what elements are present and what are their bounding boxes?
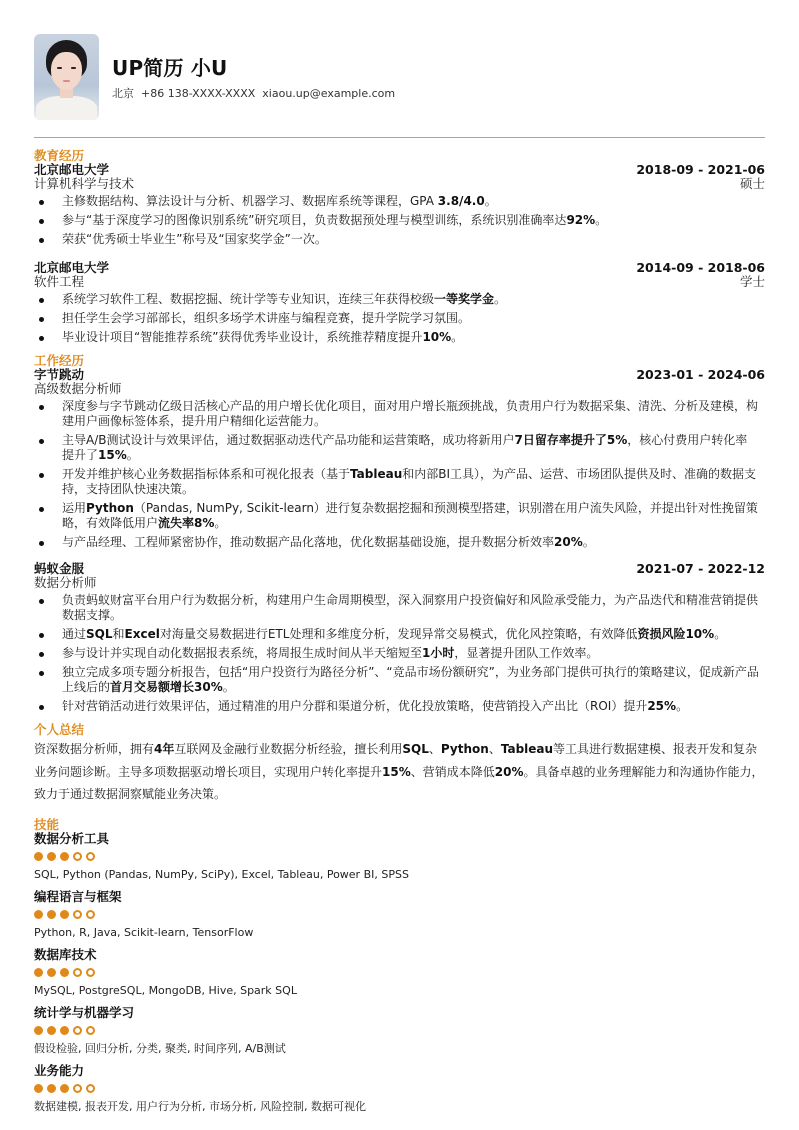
- list-item: 针对营销活动进行效果评估，通过精准的用户分群和渠道分析，优化投放策略，使营销投入产出比（ROI）提升25%。: [34, 699, 765, 714]
- skill-items: 假设检验, 回归分析, 分类, 聚类, 时间序列, A/B测试: [34, 1041, 286, 1055]
- list-item: 独立完成多项专题分析报告，包括“用户投资行为路径分析”、“竞品市场份额研究”，为业务部门提供可执行的策略建议，促成新产品上线后的首月交易额增长30%。: [34, 665, 765, 695]
- skill-level-dots: [34, 1026, 765, 1035]
- skill-category: 编程语言与框架: [34, 888, 122, 904]
- section-title-education: 教育经历: [34, 148, 85, 163]
- education-date: 2014-09 - 2018-06: [636, 260, 765, 275]
- section-title-summary: 个人总结: [34, 722, 85, 737]
- work-bullets: [34, 593, 765, 714]
- list-item: 主修数据结构、算法设计与分析、机器学习、数据库系统等课程，GPA 3.8/4.0。: [34, 194, 765, 209]
- skill-group: [34, 948, 765, 998]
- skill-level-dots: [34, 968, 765, 977]
- skill-category: 业务能力: [34, 1062, 85, 1078]
- level-dot-filled-icon: [34, 968, 43, 977]
- education-bullets: [34, 194, 765, 247]
- list-item: 开发并维护核心业务数据指标体系和可视化报表（基于Tableau和内部BI工具），为产品、运营、市场团队提供及时、准确的数据支持，支持团队快速决策。: [34, 467, 765, 497]
- contact-email[interactable]: xiaou.up@example.com: [262, 86, 396, 100]
- work-bullets: [34, 399, 765, 550]
- summary-text: 资深数据分析师，拥有4年互联网及金融行业数据分析经验，擅长利用SQL、Python、Tableau等工具进行数据建模、报表开发和复杂业务问题诊断。主导多项数据驱动增长项目，实现用户转化率提升15%、营销成本降低20%。具备卓越的业务理解能力和沟通协作能力，致力于通过数据洞察赋能业务决策。: [34, 742, 764, 801]
- work-entry: [34, 368, 765, 550]
- level-dot-filled-icon: [47, 910, 56, 919]
- education-section: [34, 149, 765, 345]
- level-dot-empty-icon: [73, 968, 82, 977]
- list-item: 负责蚂蚁财富平台用户行为数据分析，构建用户生命周期模型，深入洞察用户投资偏好和风险承受能力，为产品迭代和精准营销提供数据支撑。: [34, 593, 765, 623]
- level-dot-filled-icon: [60, 852, 69, 861]
- degree: 硕士: [739, 176, 765, 191]
- education-entry: [34, 261, 765, 345]
- list-item: 荣获“优秀硕士毕业生”称号及“国家奖学金”一次。: [34, 232, 765, 247]
- level-dot-empty-icon: [86, 1084, 95, 1093]
- level-dot-empty-icon: [73, 1026, 82, 1035]
- skill-items: MySQL, PostgreSQL, MongoDB, Hive, Spark SQL: [34, 983, 297, 997]
- skill-level-dots: [34, 1084, 765, 1093]
- summary-section: [34, 723, 765, 806]
- contact-line: [112, 87, 395, 101]
- job-role: 数据分析师: [34, 575, 97, 590]
- education-bullets: [34, 292, 765, 345]
- company-name: 字节跳动: [34, 367, 85, 382]
- level-dot-filled-icon: [47, 852, 56, 861]
- candidate-name: UP简历 小U: [112, 55, 228, 80]
- level-dot-empty-icon: [86, 852, 95, 861]
- degree: 学士: [739, 274, 765, 289]
- list-item: 担任学生会学习部部长，组织多场学术讲座与编程竞赛，提升学院学习氛围。: [34, 311, 765, 326]
- section-title-work: 工作经历: [34, 353, 85, 368]
- level-dot-empty-icon: [73, 852, 82, 861]
- education-entry: [34, 163, 765, 247]
- level-dot-filled-icon: [34, 1084, 43, 1093]
- skill-group: [34, 1006, 765, 1056]
- list-item: 运用Python（Pandas, NumPy, Scikit-learn）进行复杂数据挖掘和预测模型搭建，识别潜在用户流失风险，并提出针对性挽留策略，有效降低用户流失率8%。: [34, 501, 765, 531]
- level-dot-filled-icon: [34, 910, 43, 919]
- list-item: 与产品经理、工程师紧密协作，推动数据产品化落地，优化数据基础设施，提升数据分析效率20%。: [34, 535, 765, 550]
- list-item: 毕业设计项目“智能推荐系统”获得优秀毕业设计，系统推荐精度提升10%。: [34, 330, 765, 345]
- skill-category: 统计学与机器学习: [34, 1004, 135, 1020]
- level-dot-filled-icon: [47, 1084, 56, 1093]
- list-item: 参与设计并实现自动化数据报表系统，将周报生成时间从半天缩短至1小时，显著提升团队工作效率。: [34, 646, 765, 661]
- education-date: 2018-09 - 2021-06: [636, 162, 765, 177]
- resume-header: [34, 34, 765, 120]
- skill-items: 数据建模, 报表开发, 用户行为分析, 市场分析, 风险控制, 数据可视化: [34, 1099, 366, 1113]
- skill-group: [34, 1064, 765, 1114]
- work-entry: [34, 562, 765, 714]
- list-item: 深度参与字节跳动亿级日活核心产品的用户增长优化项目，面对用户增长瓶颈挑战，负责用户行为数据采集、清洗、分析及建模，构建用户画像标签体系，提升用户精细化运营能力。: [34, 399, 765, 429]
- list-item: 参与“基于深度学习的图像识别系统”研究项目，负责数据预处理与模型训练，系统识别准确率达92%。: [34, 213, 765, 228]
- major: 软件工程: [34, 274, 85, 289]
- skill-group: [34, 832, 765, 882]
- major: 计算机科学与技术: [34, 176, 135, 191]
- level-dot-filled-icon: [60, 1084, 69, 1093]
- section-title-skills: 技能: [34, 816, 60, 832]
- profile-photo: [34, 34, 99, 120]
- list-item: 通过SQL和Excel对海量交易数据进行ETL处理和多维度分析，发现异常交易模式，优化风控策略，有效降低资损风险10%。: [34, 627, 765, 642]
- level-dot-filled-icon: [60, 968, 69, 977]
- skill-group: [34, 890, 765, 940]
- skill-level-dots: [34, 910, 765, 919]
- contact-phone: +86 138-XXXX-XXXX: [141, 86, 256, 100]
- work-date: 2023-01 - 2024-06: [636, 367, 765, 382]
- level-dot-filled-icon: [34, 852, 43, 861]
- skill-items: SQL, Python (Pandas, NumPy, SciPy), Excel, Tableau, Power BI, SPSS: [34, 867, 409, 881]
- level-dot-empty-icon: [73, 1084, 82, 1093]
- skill-items: Python, R, Java, Scikit-learn, TensorFlow: [34, 925, 254, 939]
- header-divider: [34, 137, 765, 138]
- level-dot-filled-icon: [60, 910, 69, 919]
- skill-category: 数据库技术: [34, 946, 97, 962]
- list-item: 系统学习软件工程、数据挖掘、统计学等专业知识，连续三年获得校级一等奖学金。: [34, 292, 765, 307]
- level-dot-empty-icon: [86, 968, 95, 977]
- school-name: 北京邮电大学: [34, 260, 110, 275]
- level-dot-empty-icon: [73, 910, 82, 919]
- list-item: 主导A/B测试设计与效果评估，通过数据驱动迭代产品功能和运营策略，成功将新用户7日留存率提升了5%，核心付费用户转化率提升了15%。: [34, 433, 765, 463]
- school-name: 北京邮电大学: [34, 162, 110, 177]
- level-dot-filled-icon: [34, 1026, 43, 1035]
- work-section: [34, 354, 765, 714]
- level-dot-filled-icon: [47, 1026, 56, 1035]
- skill-category: 数据分析工具: [34, 830, 110, 846]
- work-date: 2021-07 - 2022-12: [636, 561, 765, 576]
- contact-city: 北京: [112, 86, 134, 100]
- job-role: 高级数据分析师: [34, 381, 122, 396]
- skills-section: [34, 818, 765, 1114]
- skill-level-dots: [34, 852, 765, 861]
- level-dot-filled-icon: [60, 1026, 69, 1035]
- level-dot-filled-icon: [47, 968, 56, 977]
- company-name: 蚂蚁金服: [34, 561, 85, 576]
- level-dot-empty-icon: [86, 1026, 95, 1035]
- level-dot-empty-icon: [86, 910, 95, 919]
